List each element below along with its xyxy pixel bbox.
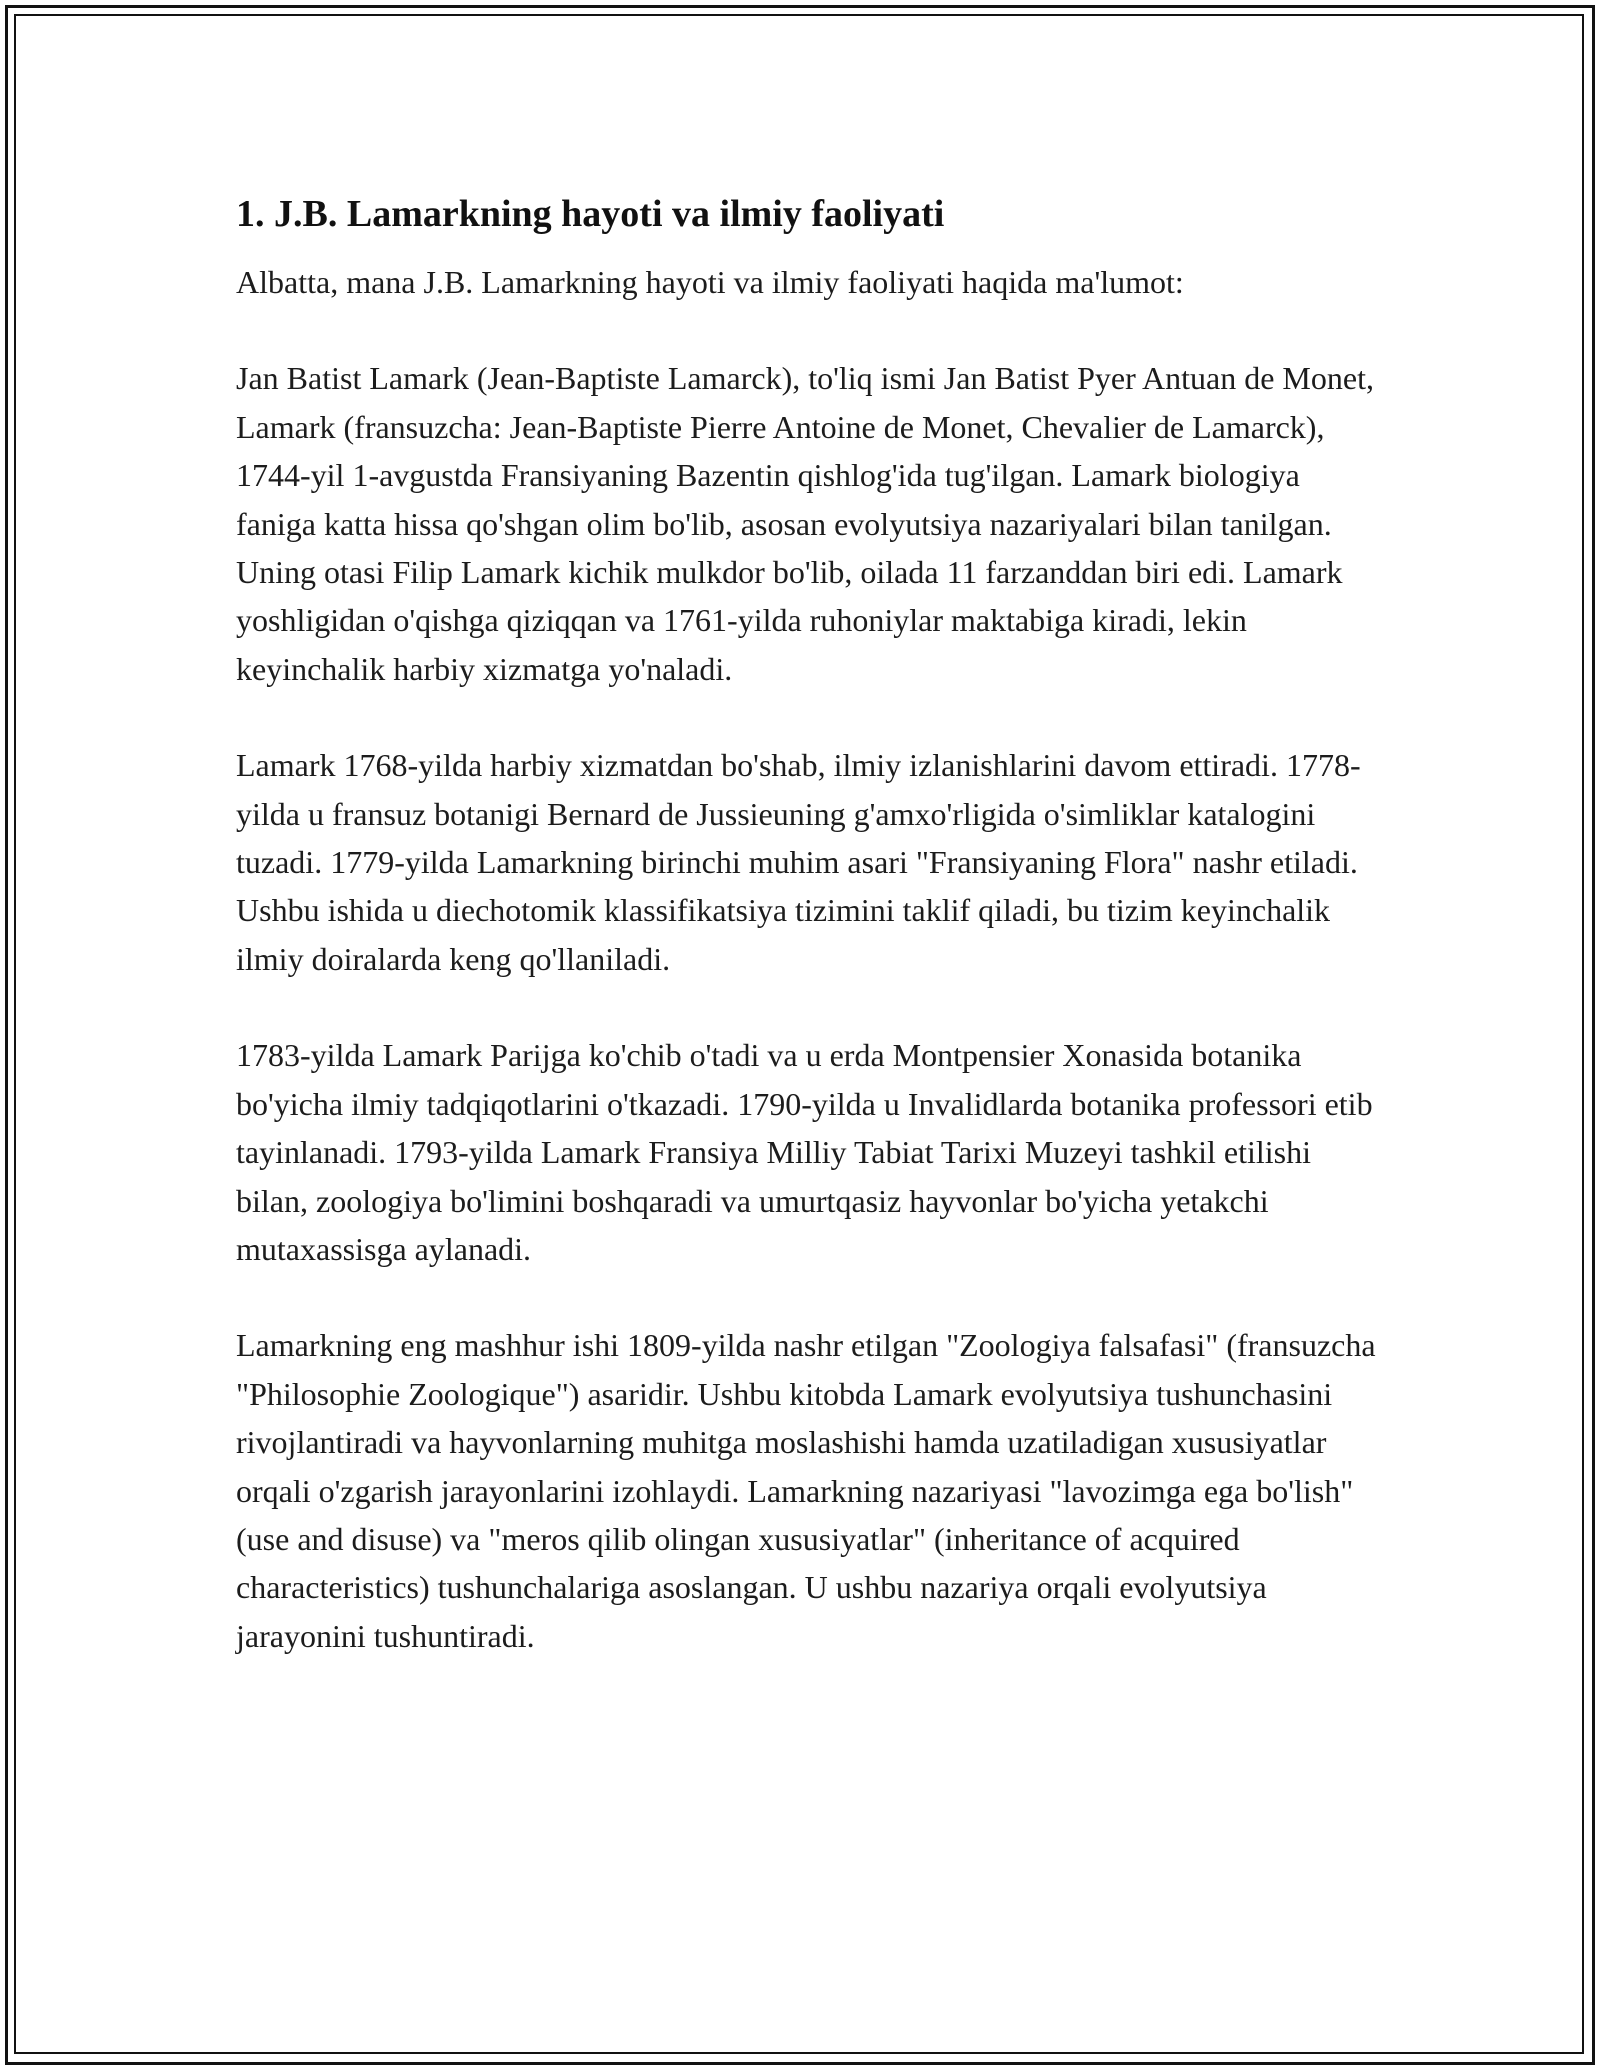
document-body <box>236 186 1386 1708</box>
paragraph-botany: Lamark 1768-yilda harbiy xizmatdan bo'shab, ilmiy izlanishlarini davom ettiradi. 1778-yilda u fransuz botanigi Bernard de Jussieuning g'amxo'rligida o'simliklar katalogini tuzadi. 1779-yilda Lamarkning birinchi muhim asari "Fransiyaning Flora" nashr etiladi. Ushbu ishida u diechotomik klassifikatsiya tizimini taklif qiladi, bu tizim keyinchalik ilmiy doiralarda keng qo'llaniladi. <box>236 747 1361 977</box>
section-heading: 1. J.B. Lamarkning hayoti va ilmiy faoliyati <box>236 193 945 235</box>
paragraph-biography: Jan Batist Lamark (Jean-Baptiste Lamarck), to'liq ismi Jan Batist Pyer Antuan de Monet, Lamark (fransuzcha: Jean-Baptiste Pierre Antoine de Monet, Chevalier de Lamarck), 1744-yil 1-avgustda Fransiyaning Bazentin qishlog'ida tug'ilgan. Lamark biologiya faniga katta hissa qo'shgan olim bo'lib, asosan evolyutsiya nazariyalari bilan tanilgan. Uning otasi Filip Lamark kichik mulkdor bo'lib, oilada 11 farzanddan biri edi. Lamark yoshligidan o'qishga qiziqqan va 1761-yilda ruhoniylar maktabiga kiradi, lekin keyinchalik harbiy xizmatga yo'naladi. <box>236 360 1374 687</box>
paragraph-paris: 1783-yilda Lamark Parijga ko'chib o'tadi va u erda Montpensier Xonasida botanika bo'yicha ilmiy tadqiqotlarini o'tkazadi. 1790-yilda u Invalidlarda botanika professori etib tayinlanadi. 1793-yilda Lamark Fransiya Milliy Tabiat Tarixi Muzeyi tashkil etilishi bilan, zoologiya bo'limini boshqaradi va umurtqasiz hayvonlar bo'yicha yetakchi mutaxassisga aylanadi. <box>236 1037 1373 1267</box>
intro-paragraph: Albatta, mana J.B. Lamarkning hayoti va ilmiy faoliyati haqida ma'lumot: <box>236 264 1184 300</box>
paragraph-zoological-philosophy: Lamarkning eng mashhur ishi 1809-yilda nashr etilgan "Zoologiya falsafasi" (fransuzcha "Philosophie Zoologique") asaridir. Ushbu kitobda Lamark evolyutsiya tushunchasini rivojlantiradi va hayvonlarning muhitga moslashishi hamda uzatiladigan xususiyatlar orqali o'zgarish jarayonlarini izohlaydi. Lamarkning nazariyasi "lavozimga ega bo'lish" (use and disuse) va "meros qilib olingan xususiyatlar" (inheritance of acquired characteristics) tushunchalariga asoslangan. U ushbu nazariya orqali evolyutsiya jarayonini tushuntiradi. <box>236 1327 1376 1654</box>
